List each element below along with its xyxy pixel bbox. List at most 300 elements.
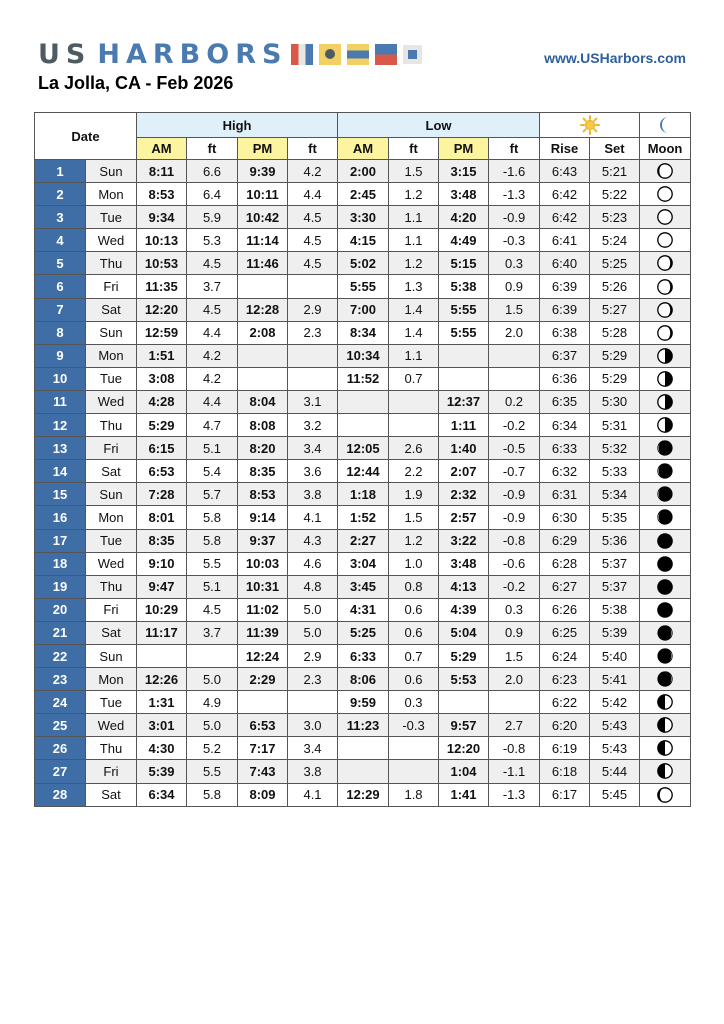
sunset-time: 5:43 (590, 737, 640, 760)
high-header: High (137, 113, 338, 138)
low-pm-height: 2.7 (489, 714, 540, 737)
high-am-height: 5.0 (187, 668, 238, 691)
day-of-week: Mon (86, 344, 137, 367)
flag-icon (403, 45, 422, 64)
site-url-link[interactable]: www.USHarbors.com (544, 50, 686, 66)
high-am-time: 6:34 (137, 783, 187, 806)
day-number: 20 (35, 598, 86, 621)
day-of-week: Wed (86, 552, 137, 575)
sunset-time: 5:37 (590, 552, 640, 575)
day-number: 27 (35, 760, 86, 783)
table-row (35, 160, 691, 183)
sunrise-time: 6:24 (540, 644, 590, 667)
low-am-time: 2:45 (338, 183, 389, 206)
low-am-height (389, 737, 439, 760)
low-pm-height (489, 367, 540, 390)
low-pm-time (439, 691, 489, 714)
low-am-time (338, 414, 389, 437)
day-of-week: Mon (86, 183, 137, 206)
moon-phase-last-quarter-icon (656, 370, 674, 388)
moon-phase-waxing-crescent-icon (656, 624, 674, 642)
day-of-week: Mon (86, 506, 137, 529)
sunset-time: 5:21 (590, 160, 640, 183)
moon-phase-last-quarter-icon (656, 416, 674, 434)
low-am-height: 1.8 (389, 783, 439, 806)
high-am-time: 6:15 (137, 437, 187, 460)
low-am-time: 8:34 (338, 321, 389, 344)
sunrise-time: 6:42 (540, 206, 590, 229)
high-pm-height: 3.6 (288, 460, 338, 483)
low-pm-time: 5:55 (439, 321, 489, 344)
sunset-time: 5:25 (590, 252, 640, 275)
day-number: 13 (35, 437, 86, 460)
high-am-time: 8:53 (137, 183, 187, 206)
low-pm-height (489, 691, 540, 714)
sunset-time: 5:36 (590, 529, 640, 552)
high-pm-height: 4.5 (288, 252, 338, 275)
high-pm-time: 8:08 (238, 414, 288, 437)
low-pm-time: 3:48 (439, 183, 489, 206)
sunrise-time: 6:22 (540, 691, 590, 714)
high-pm-height: 3.0 (288, 714, 338, 737)
moon-phase-cell (640, 298, 691, 321)
high-am-time: 8:11 (137, 160, 187, 183)
moon-phase-new-icon (656, 532, 674, 550)
low-pm-height: -1.3 (489, 183, 540, 206)
sunrise-time: 6:17 (540, 783, 590, 806)
high-am-ft-header: ft (187, 138, 238, 160)
low-pm-time: 5:55 (439, 298, 489, 321)
day-number: 15 (35, 483, 86, 506)
moon-phase-waxing-crescent-icon (656, 647, 674, 665)
high-am-header: AM (137, 138, 187, 160)
day-of-week: Sun (86, 644, 137, 667)
sunset-time: 5:30 (590, 390, 640, 413)
sunset-time: 5:42 (590, 691, 640, 714)
table-row (35, 598, 691, 621)
high-am-height: 4.4 (187, 321, 238, 344)
high-am-height: 3.7 (187, 275, 238, 298)
sunset-time: 5:32 (590, 437, 640, 460)
high-am-time: 4:30 (137, 737, 187, 760)
low-pm-height: -0.8 (489, 737, 540, 760)
day-of-week: Sun (86, 483, 137, 506)
table-row (35, 737, 691, 760)
day-of-week: Wed (86, 229, 137, 252)
day-number: 10 (35, 367, 86, 390)
high-pm-ft-header: ft (288, 138, 338, 160)
low-pm-height (489, 344, 540, 367)
high-am-time: 12:26 (137, 668, 187, 691)
high-am-height: 4.2 (187, 367, 238, 390)
moon-phase-new-icon (656, 555, 674, 573)
high-am-height: 4.9 (187, 691, 238, 714)
low-am-time: 4:31 (338, 598, 389, 621)
low-am-time: 10:34 (338, 344, 389, 367)
low-pm-ft-header: ft (489, 138, 540, 160)
day-number: 6 (35, 275, 86, 298)
low-am-height: 2.6 (389, 437, 439, 460)
moon-header (640, 113, 691, 138)
day-of-week: Fri (86, 598, 137, 621)
sunset-time: 5:43 (590, 714, 640, 737)
day-of-week: Tue (86, 691, 137, 714)
low-pm-time: 2:57 (439, 506, 489, 529)
sunrise-time: 6:29 (540, 529, 590, 552)
low-pm-height: -0.5 (489, 437, 540, 460)
moon-phase-first-quarter-icon (656, 739, 674, 757)
high-am-height: 4.7 (187, 414, 238, 437)
logo-harbors-text: HARBORS (97, 38, 288, 70)
high-pm-height: 4.2 (288, 160, 338, 183)
low-pm-time: 5:15 (439, 252, 489, 275)
low-pm-time: 5:04 (439, 621, 489, 644)
high-pm-height: 4.4 (288, 183, 338, 206)
high-pm-time: 11:14 (238, 229, 288, 252)
table-row (35, 275, 691, 298)
moon-phase-waxing-crescent-thin-icon (656, 162, 674, 180)
high-am-height: 5.8 (187, 506, 238, 529)
high-pm-height: 4.1 (288, 783, 338, 806)
sunset-time: 5:34 (590, 483, 640, 506)
day-of-week: Sat (86, 460, 137, 483)
low-pm-time: 5:53 (439, 668, 489, 691)
low-pm-height: -0.8 (489, 529, 540, 552)
high-pm-height (288, 344, 338, 367)
sunrise-time: 6:36 (540, 367, 590, 390)
low-pm-time: 12:20 (439, 737, 489, 760)
low-am-height: 0.6 (389, 621, 439, 644)
sun-header (540, 113, 640, 138)
day-number: 17 (35, 529, 86, 552)
moon-phase-full-icon (656, 231, 674, 249)
sunrise-time: 6:43 (540, 160, 590, 183)
low-pm-height: -0.7 (489, 460, 540, 483)
high-am-height: 4.5 (187, 298, 238, 321)
sunset-time: 5:29 (590, 367, 640, 390)
sunset-time: 5:45 (590, 783, 640, 806)
moon-phase-first-quarter-icon (656, 693, 674, 711)
day-of-week: Thu (86, 575, 137, 598)
moon-phase-cell (640, 529, 691, 552)
low-pm-time: 1:40 (439, 437, 489, 460)
moon-phase-full-icon (656, 208, 674, 226)
table-row (35, 529, 691, 552)
table-row (35, 575, 691, 598)
high-pm-height: 5.0 (288, 621, 338, 644)
high-am-height: 5.1 (187, 437, 238, 460)
day-number: 2 (35, 183, 86, 206)
low-am-height: 1.5 (389, 160, 439, 183)
low-am-time (338, 737, 389, 760)
high-am-height: 5.3 (187, 229, 238, 252)
moon-phase-new-icon (656, 578, 674, 596)
high-pm-time: 7:17 (238, 737, 288, 760)
sunrise-time: 6:25 (540, 621, 590, 644)
table-row (35, 437, 691, 460)
sunrise-time: 6:39 (540, 298, 590, 321)
low-pm-time: 2:07 (439, 460, 489, 483)
sunset-time: 5:33 (590, 460, 640, 483)
high-pm-height: 4.5 (288, 229, 338, 252)
day-number: 25 (35, 714, 86, 737)
low-pm-time: 1:41 (439, 783, 489, 806)
day-number: 26 (35, 737, 86, 760)
moon-phase-cell (640, 160, 691, 183)
moon-phase-new-icon (656, 601, 674, 619)
table-row (35, 298, 691, 321)
day-number: 22 (35, 644, 86, 667)
low-pm-time: 3:15 (439, 160, 489, 183)
high-pm-time: 8:09 (238, 783, 288, 806)
moon-phase-cell (640, 506, 691, 529)
table-row (35, 506, 691, 529)
high-pm-height: 2.9 (288, 298, 338, 321)
moon-phase-cell (640, 760, 691, 783)
day-number: 21 (35, 621, 86, 644)
low-pm-height: -0.9 (489, 483, 540, 506)
high-am-time: 4:28 (137, 390, 187, 413)
moon-phase-cell (640, 275, 691, 298)
low-am-time: 4:15 (338, 229, 389, 252)
high-am-time: 3:01 (137, 714, 187, 737)
low-am-time: 3:04 (338, 552, 389, 575)
high-pm-time: 8:04 (238, 390, 288, 413)
day-of-week: Sat (86, 298, 137, 321)
moon-phase-cell (640, 552, 691, 575)
day-of-week: Fri (86, 437, 137, 460)
low-am-height: 1.9 (389, 483, 439, 506)
low-am-height: 1.5 (389, 506, 439, 529)
moon-phase-first-quarter-icon (656, 762, 674, 780)
low-pm-time: 4:20 (439, 206, 489, 229)
high-am-time: 11:35 (137, 275, 187, 298)
low-am-time: 7:00 (338, 298, 389, 321)
sunrise-time: 6:33 (540, 437, 590, 460)
high-am-time: 8:35 (137, 529, 187, 552)
low-am-height: 1.1 (389, 206, 439, 229)
high-pm-time: 8:35 (238, 460, 288, 483)
moon-phase-waning-crescent-icon (656, 462, 674, 480)
day-number: 7 (35, 298, 86, 321)
date-header: Date (35, 113, 137, 160)
low-am-time: 5:25 (338, 621, 389, 644)
low-pm-height: 2.0 (489, 668, 540, 691)
tide-table-body (35, 160, 691, 807)
day-number: 12 (35, 414, 86, 437)
moon-phase-first-quarter-icon (656, 716, 674, 734)
high-pm-height: 3.8 (288, 760, 338, 783)
day-of-week: Mon (86, 668, 137, 691)
low-am-time: 1:52 (338, 506, 389, 529)
sunrise-time: 6:31 (540, 483, 590, 506)
low-pm-height: 0.2 (489, 390, 540, 413)
low-am-time: 12:44 (338, 460, 389, 483)
high-pm-time: 11:39 (238, 621, 288, 644)
low-am-height: 1.2 (389, 183, 439, 206)
sunrise-time: 6:18 (540, 760, 590, 783)
moon-phase-full-icon (656, 185, 674, 203)
sunset-time: 5:26 (590, 275, 640, 298)
moon-phase-cell (640, 644, 691, 667)
sunrise-time: 6:26 (540, 598, 590, 621)
high-am-time: 11:17 (137, 621, 187, 644)
table-row (35, 644, 691, 667)
low-am-time: 5:02 (338, 252, 389, 275)
high-am-height: 5.1 (187, 575, 238, 598)
flag-icon (319, 44, 341, 65)
high-am-height (187, 644, 238, 667)
low-am-time: 3:45 (338, 575, 389, 598)
day-of-week: Tue (86, 206, 137, 229)
moon-phase-cell (640, 390, 691, 413)
high-pm-time: 6:53 (238, 714, 288, 737)
high-pm-time: 10:31 (238, 575, 288, 598)
high-pm-height: 2.3 (288, 668, 338, 691)
low-pm-time: 3:22 (439, 529, 489, 552)
low-am-time: 12:29 (338, 783, 389, 806)
high-pm-height: 5.0 (288, 598, 338, 621)
high-am-height: 4.5 (187, 598, 238, 621)
high-am-time: 10:13 (137, 229, 187, 252)
moon-phase-cell (640, 183, 691, 206)
high-am-height: 6.6 (187, 160, 238, 183)
high-pm-time: 7:43 (238, 760, 288, 783)
high-am-height: 3.7 (187, 621, 238, 644)
low-am-height: 2.2 (389, 460, 439, 483)
low-pm-time: 1:11 (439, 414, 489, 437)
low-am-time: 6:33 (338, 644, 389, 667)
day-number: 1 (35, 160, 86, 183)
high-pm-time (238, 275, 288, 298)
moon-phase-cell (640, 344, 691, 367)
table-row (35, 344, 691, 367)
low-pm-height: -1.1 (489, 760, 540, 783)
low-am-time: 11:23 (338, 714, 389, 737)
high-am-time: 1:51 (137, 344, 187, 367)
low-pm-height: -0.2 (489, 575, 540, 598)
sunset-time: 5:40 (590, 644, 640, 667)
low-pm-height: -0.3 (489, 229, 540, 252)
low-am-height: 0.8 (389, 575, 439, 598)
low-pm-time (439, 344, 489, 367)
low-am-height: 1.2 (389, 529, 439, 552)
low-am-height: 1.4 (389, 298, 439, 321)
day-number: 9 (35, 344, 86, 367)
low-pm-height: 0.9 (489, 621, 540, 644)
high-am-height: 5.7 (187, 483, 238, 506)
day-number: 18 (35, 552, 86, 575)
low-pm-height: 0.9 (489, 275, 540, 298)
sunset-time: 5:23 (590, 206, 640, 229)
low-am-height: -0.3 (389, 714, 439, 737)
sunrise-time: 6:32 (540, 460, 590, 483)
low-am-time: 2:00 (338, 160, 389, 183)
high-pm-height (288, 691, 338, 714)
moon-phase-waning-crescent-icon (656, 508, 674, 526)
low-am-height: 1.0 (389, 552, 439, 575)
high-pm-height (288, 367, 338, 390)
day-of-week: Sun (86, 160, 137, 183)
moon-phase-cell (640, 206, 691, 229)
low-pm-height: -0.9 (489, 206, 540, 229)
high-am-height: 5.4 (187, 460, 238, 483)
low-am-height: 0.6 (389, 668, 439, 691)
moon-phase-cell (640, 575, 691, 598)
moon-phase-waning-gibbous-icon (656, 254, 674, 272)
high-am-height: 5.5 (187, 760, 238, 783)
low-am-time: 1:18 (338, 483, 389, 506)
flag-icon (375, 44, 397, 65)
high-am-time: 5:29 (137, 414, 187, 437)
day-of-week: Tue (86, 529, 137, 552)
table-row (35, 714, 691, 737)
low-pm-time: 12:37 (439, 390, 489, 413)
sunset-time: 5:29 (590, 344, 640, 367)
sunset-time: 5:37 (590, 575, 640, 598)
table-row (35, 783, 691, 806)
table-row (35, 483, 691, 506)
moon-phase-cell (640, 691, 691, 714)
high-am-height: 5.2 (187, 737, 238, 760)
sunrise-time: 6:42 (540, 183, 590, 206)
high-am-time (137, 644, 187, 667)
high-pm-time: 8:20 (238, 437, 288, 460)
sunset-time: 5:31 (590, 414, 640, 437)
moon-phase-cell (640, 321, 691, 344)
moon-phase-waning-gibbous-icon (656, 301, 674, 319)
high-pm-time: 12:28 (238, 298, 288, 321)
low-pm-height: -1.3 (489, 783, 540, 806)
high-pm-header: PM (238, 138, 288, 160)
high-pm-time: 10:03 (238, 552, 288, 575)
day-of-week: Wed (86, 390, 137, 413)
high-am-time: 10:53 (137, 252, 187, 275)
low-am-height: 1.1 (389, 344, 439, 367)
high-pm-height: 4.6 (288, 552, 338, 575)
low-pm-height: 0.3 (489, 252, 540, 275)
table-row (35, 668, 691, 691)
day-number: 16 (35, 506, 86, 529)
moon-phase-last-quarter-icon (656, 393, 674, 411)
day-number: 8 (35, 321, 86, 344)
high-pm-time: 2:08 (238, 321, 288, 344)
logo-us-text: US (38, 38, 92, 70)
high-pm-time: 9:37 (238, 529, 288, 552)
high-pm-time (238, 367, 288, 390)
high-am-height: 4.5 (187, 252, 238, 275)
sunrise-time: 6:39 (540, 275, 590, 298)
page-title: La Jolla, CA - Feb 2026 (38, 73, 234, 93)
sunrise-time: 6:23 (540, 668, 590, 691)
day-of-week: Fri (86, 760, 137, 783)
moon-phase-last-quarter-icon (656, 347, 674, 365)
low-am-height: 0.7 (389, 644, 439, 667)
day-of-week: Fri (86, 275, 137, 298)
high-am-time: 9:34 (137, 206, 187, 229)
sunset-time: 5:22 (590, 183, 640, 206)
moon-phase-waxing-crescent-icon (656, 670, 674, 688)
low-am-time: 5:55 (338, 275, 389, 298)
high-pm-height: 4.8 (288, 575, 338, 598)
moon-phase-cell (640, 668, 691, 691)
sunrise-time: 6:40 (540, 252, 590, 275)
table-row (35, 252, 691, 275)
low-am-height: 1.3 (389, 275, 439, 298)
day-number: 19 (35, 575, 86, 598)
high-pm-time: 11:02 (238, 598, 288, 621)
low-pm-time: 4:49 (439, 229, 489, 252)
